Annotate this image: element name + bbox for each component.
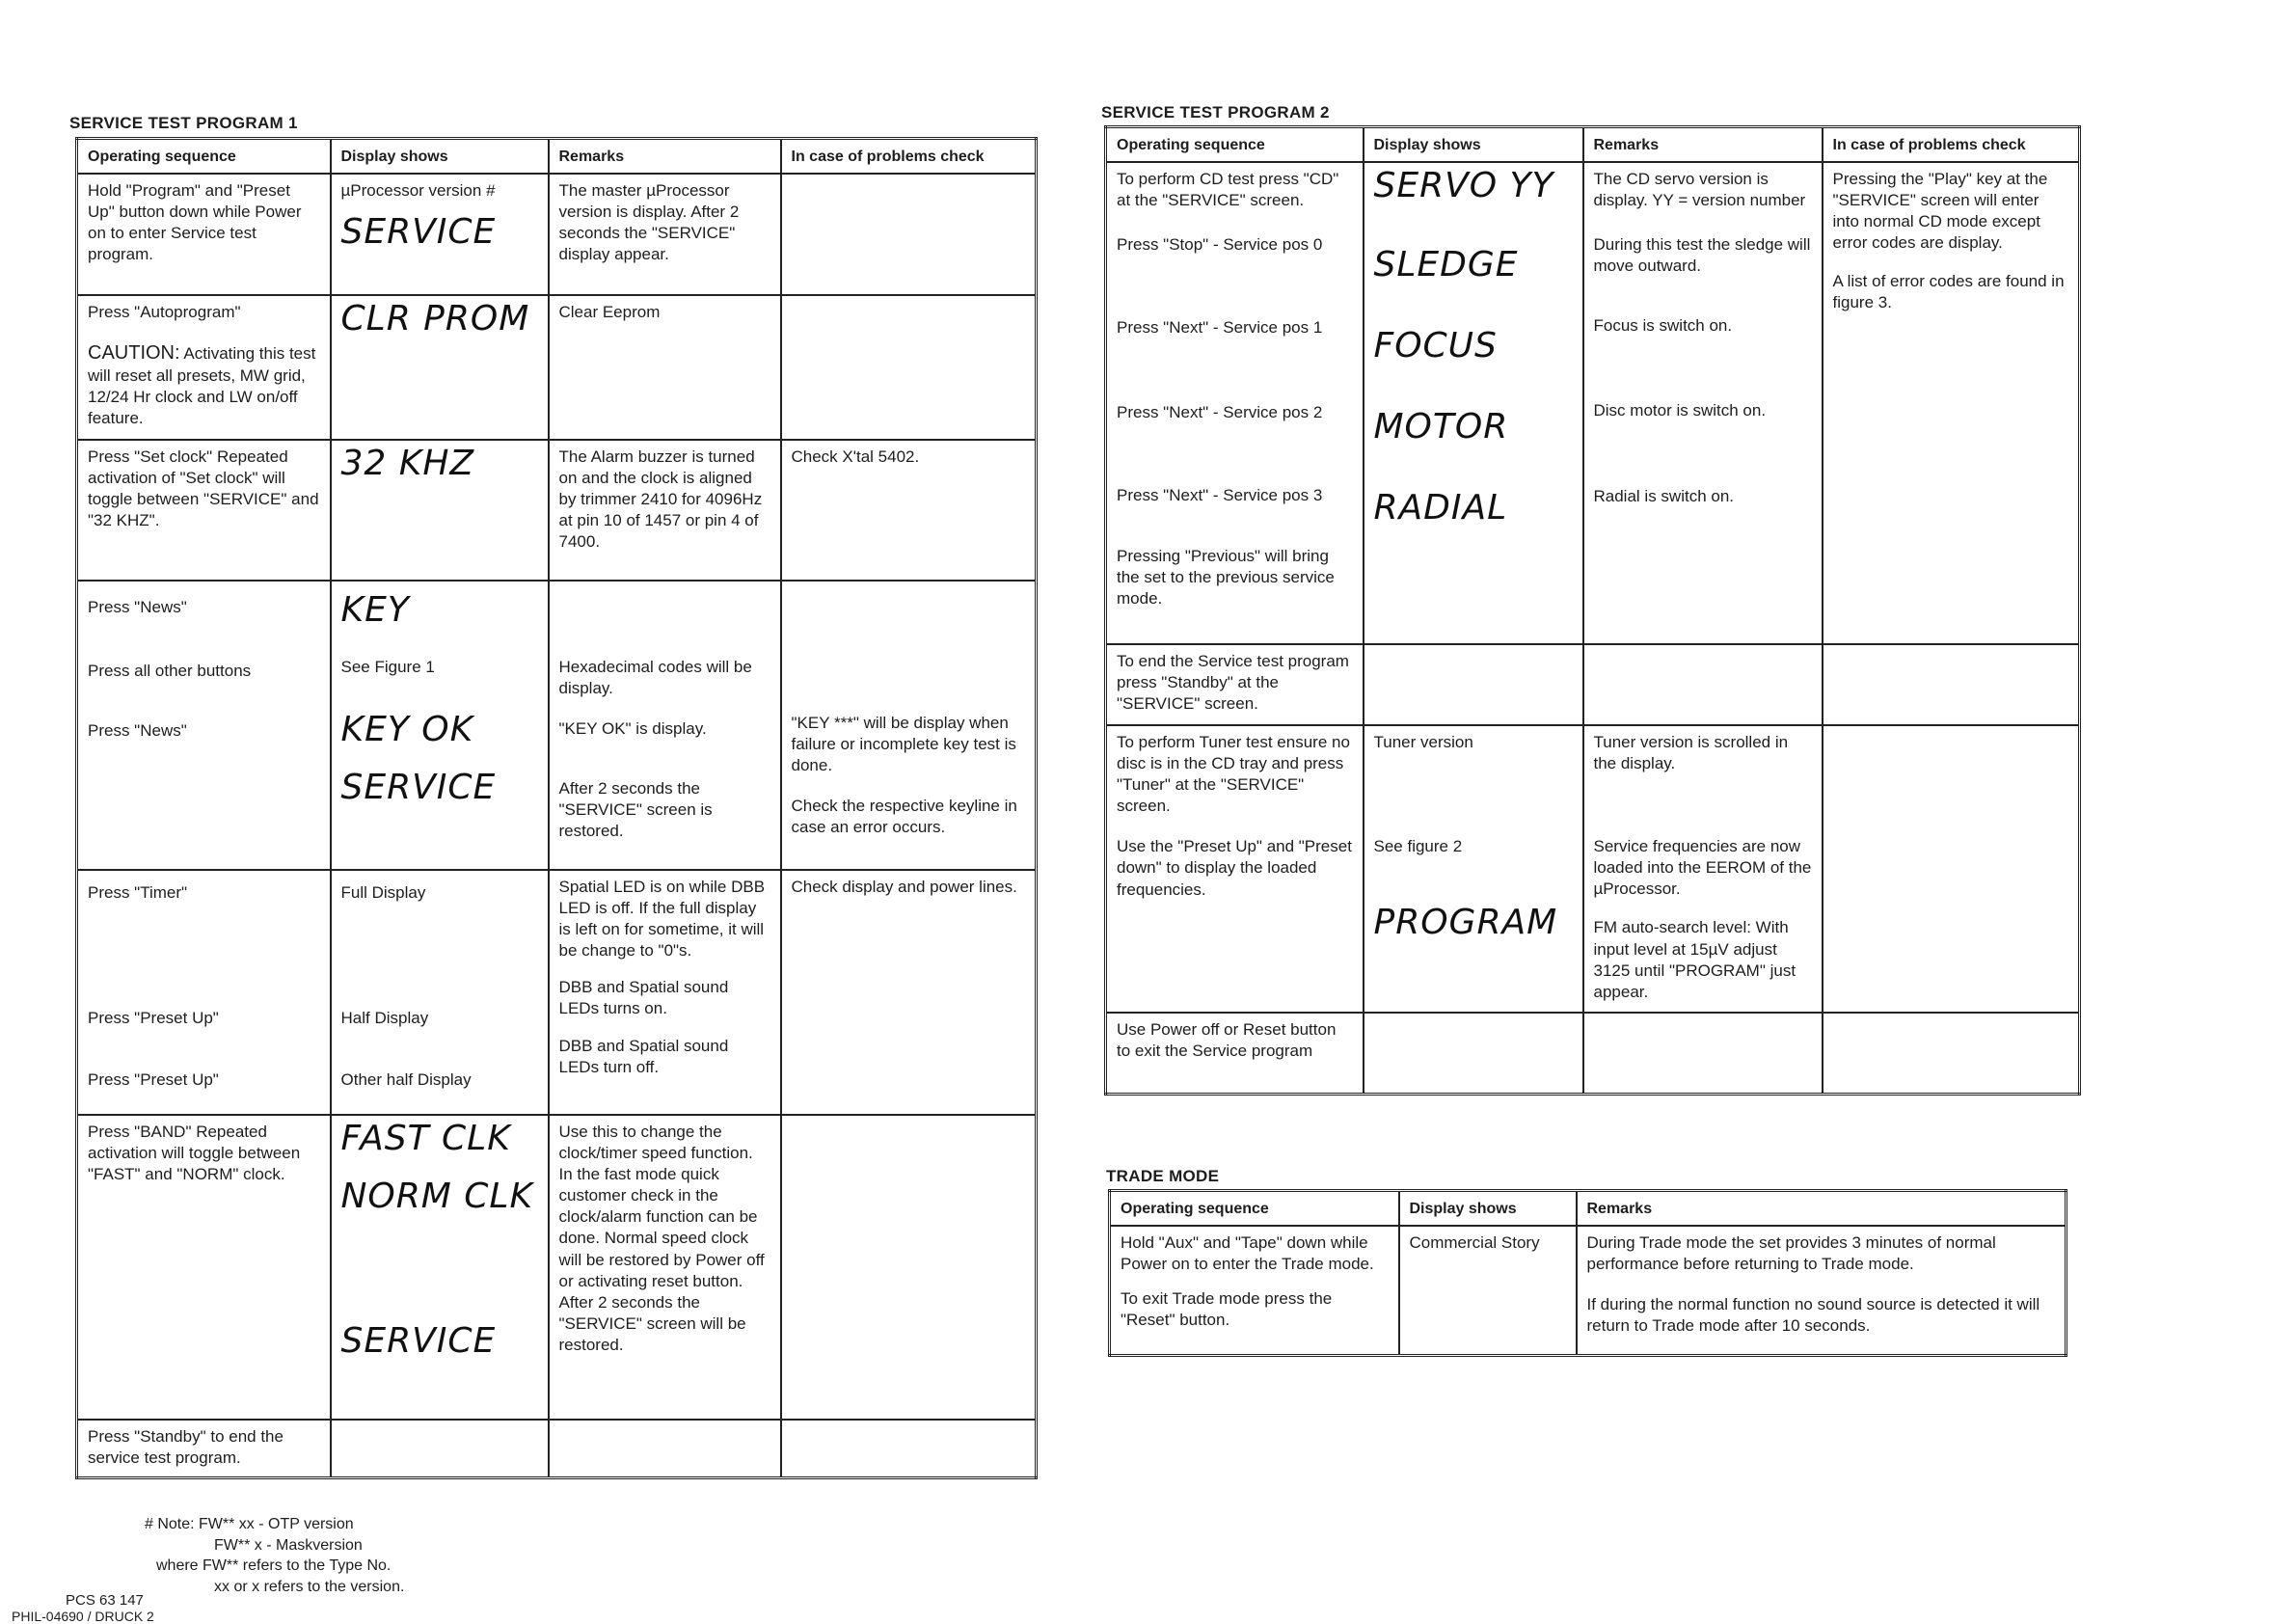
op-text: Press "Preset Up"	[88, 1009, 219, 1028]
op-text: Pressing "Previous" will bring the set to the previous service mode.	[1117, 546, 1335, 608]
remarks-text: DBB and Spatial sound LEDs turn off.	[558, 1036, 729, 1076]
op-text: Press "Autoprogram"	[88, 303, 241, 321]
remarks-cell	[1583, 162, 1823, 644]
display-text: Full Display	[340, 883, 426, 902]
col-header-display: Display shows	[1364, 127, 1583, 163]
op-text: To perform CD test press "CD" at the "SERVICE" screen.	[1117, 170, 1339, 210]
check-text: Check the respective keyline in case an error occurs.	[791, 797, 1017, 837]
footer-line: PHIL-04690 / DRUCK 2	[12, 1608, 154, 1624]
display-text: See Figure 1	[340, 658, 435, 676]
display-text: Half Display	[340, 1009, 429, 1028]
op-cell: Press "BAND" Repeated activation will toggle between "FAST" and "NORM" clock.	[77, 1115, 331, 1420]
op-text: Press "Next" - Service pos 1	[1117, 318, 1323, 338]
col-header-operating: Operating sequence	[1106, 127, 1364, 163]
remarks-text: Hexadecimal codes will be display.	[558, 658, 752, 698]
remarks-cell	[549, 1420, 781, 1477]
display-text: Other half Display	[340, 1070, 472, 1090]
display-cell: Commercial Story	[1399, 1226, 1577, 1355]
display-cell	[1364, 725, 1583, 1013]
lcd-display: RADIAL	[1373, 488, 1508, 528]
version-note	[145, 1514, 404, 1597]
col-header-remarks: Remarks	[1577, 1191, 2066, 1227]
table-row	[77, 581, 1037, 870]
lcd-display: FOCUS	[1373, 326, 1498, 365]
op-text: Press "Preset Up"	[88, 1070, 219, 1090]
display-cell	[331, 174, 549, 295]
op-cell	[1106, 162, 1364, 644]
remarks-cell	[1583, 725, 1823, 1013]
program1-title: SERVICE TEST PROGRAM 1	[69, 114, 298, 132]
remarks-cell	[1577, 1226, 2066, 1355]
remarks-text: During Trade mode the set provides 3 minutes of normal performance before returning to Trade mode.	[1586, 1233, 1996, 1274]
table-header-row	[1106, 127, 2080, 163]
table-row	[1106, 644, 2080, 725]
program1-table	[75, 137, 1038, 1479]
remarks-cell	[549, 870, 781, 1115]
lcd-display: KEY	[340, 590, 410, 630]
col-header-operating: Operating sequence	[77, 139, 331, 175]
table-row	[1106, 725, 2080, 1013]
op-text: Press "Next" - Service pos 3	[1117, 486, 1323, 505]
table-row	[1110, 1226, 2066, 1355]
op-text: Hold "Aux" and "Tape" down while Power on to enter the Trade mode.	[1121, 1233, 1374, 1274]
note-line: FW** x - Maskversion	[214, 1536, 363, 1554]
check-cell	[781, 1115, 1037, 1420]
remarks-cell	[1583, 644, 1823, 725]
table-row	[77, 1115, 1037, 1420]
check-cell	[1823, 725, 2080, 1013]
op-cell	[77, 870, 331, 1115]
display-text: µProcessor version #	[340, 181, 496, 200]
table-header-row	[77, 139, 1037, 175]
table-row	[77, 174, 1037, 295]
remarks-text: "KEY OK" is display.	[558, 719, 707, 739]
trade-table	[1108, 1189, 2067, 1357]
check-cell: Check X'tal 5402.	[781, 440, 1037, 581]
op-cell: Use Power off or Reset button to exit the Service program	[1106, 1013, 1364, 1094]
note-line: # Note: FW** xx - OTP version	[145, 1516, 354, 1532]
op-cell	[77, 295, 331, 440]
remarks-text: FM auto-search level: With input level at 15µV adjust 3125 until "PROGRAM" just appear.	[1593, 918, 1796, 1001]
lcd-display: SERVO YY	[1373, 166, 1554, 205]
program2-title: SERVICE TEST PROGRAM 2	[1101, 103, 1330, 122]
lcd-display: FAST CLK	[340, 1119, 511, 1158]
display-text: See figure 2	[1373, 837, 1463, 856]
table-row	[1106, 1013, 2080, 1094]
lcd-display: PROGRAM	[1373, 903, 1558, 943]
remarks-text: Radial is switch on.	[1593, 486, 1735, 505]
lcd-display: 32 KHZ	[340, 444, 475, 483]
check-cell: Check display and power lines.	[781, 870, 1037, 1115]
op-cell: Press "Set clock" Repeated activation of "Set clock" will toggle between "SERVICE" and "32 KHZ".	[77, 440, 331, 581]
check-text: "KEY ***" will be display when failure or incomplete key test is done.	[791, 714, 1016, 775]
display-cell	[331, 1115, 549, 1420]
check-cell	[1823, 644, 2080, 725]
check-cell	[781, 1420, 1037, 1477]
remarks-cell	[1583, 1013, 1823, 1094]
check-cell	[781, 581, 1037, 870]
display-text: Tuner version	[1373, 733, 1473, 751]
lcd-display: NORM CLK	[340, 1177, 534, 1216]
lcd-display: SERVICE	[340, 212, 497, 253]
remarks-cell: The master µProcessor version is display. After 2 seconds the "SERVICE" display appear.	[549, 174, 781, 295]
lcd-display: MOTOR	[1373, 407, 1509, 447]
op-text: To perform Tuner test ensure no disc is in the CD tray and press "Tuner" at the "SERVICE" screen.	[1117, 733, 1350, 816]
op-text: Press "Next" - Service pos 2	[1117, 403, 1323, 422]
check-cell	[781, 174, 1037, 295]
remarks-cell: Use this to change the clock/timer speed function. In the fast mode quick customer check in the clock/alarm function can be done. Normal speed clock will be restored by Power off or activating reset button. After 2 seconds the "SERVICE" screen will be restored.	[549, 1115, 781, 1420]
lcd-display: CLR PROM	[340, 299, 530, 338]
remarks-cell: Clear Eeprom	[549, 295, 781, 440]
document-footer	[12, 1592, 154, 1624]
lcd-display: SLEDGE	[1373, 245, 1519, 284]
lcd-display: KEY OK	[340, 710, 474, 750]
remarks-text: Spatial LED is on while DBB LED is off. If the full display is left on for sometime, it will be change to "0"s.	[558, 878, 766, 961]
col-header-remarks: Remarks	[1583, 127, 1823, 163]
program2-table	[1104, 125, 2081, 1096]
remarks-text: Focus is switch on.	[1593, 316, 1733, 336]
op-text: Press "Stop" - Service pos 0	[1117, 235, 1323, 255]
col-header-display: Display shows	[1399, 1191, 1577, 1227]
remarks-text: After 2 seconds the "SERVICE" screen is restored.	[558, 779, 713, 841]
caution-label: CAUTION:	[88, 342, 180, 365]
op-cell	[1106, 725, 1364, 1013]
trade-title: TRADE MODE	[1106, 1167, 1220, 1185]
col-header-check: In case of problems check	[1823, 127, 2080, 163]
remarks-text: The CD servo version is display. YY = version number	[1593, 170, 1806, 210]
op-text: To exit Trade mode press the "Reset" button.	[1121, 1289, 1333, 1330]
op-text: Press "Timer"	[88, 883, 188, 902]
col-header-check: In case of problems check	[781, 139, 1037, 175]
table-header-row	[1110, 1191, 2066, 1227]
display-cell	[1364, 644, 1583, 725]
note-line: where FW** refers to the Type No.	[156, 1557, 392, 1575]
check-text: Pressing the "Play" key at the "SERVICE" screen will enter into normal CD mode except error codes are display.	[1832, 170, 2048, 253]
table-row	[77, 440, 1037, 581]
remarks-cell: The Alarm buzzer is turned on and the clock is aligned by trimmer 2410 for 4096Hz at pin 10 of 1457 or pin 4 of 7400.	[549, 440, 781, 581]
remarks-text: Tuner version is scrolled in the display.	[1593, 733, 1789, 773]
check-cell	[781, 295, 1037, 440]
display-cell	[331, 581, 549, 870]
col-header-remarks: Remarks	[549, 139, 781, 175]
check-text: A list of error codes are found in figure 3.	[1832, 272, 2065, 312]
op-text: Press all other buttons	[88, 662, 252, 681]
display-cell	[331, 1420, 549, 1477]
caution-body: Activating this test will reset all presets, MW grid, 12/24 Hr clock and LW on/off feature.	[88, 344, 316, 428]
col-header-operating: Operating sequence	[1110, 1191, 1399, 1227]
remarks-text: Service frequencies are now loaded into the EEROM of the µProcessor.	[1593, 837, 1812, 899]
remarks-text: Disc motor is switch on.	[1593, 401, 1767, 420]
op-cell: To end the Service test program press "Standby" at the "SERVICE" screen.	[1106, 644, 1364, 725]
display-cell	[331, 870, 549, 1115]
op-cell: Press "Standby" to end the service test program.	[77, 1420, 331, 1477]
op-text: Press "News"	[88, 721, 187, 741]
op-text: Press "News"	[88, 598, 187, 616]
lcd-display: SERVICE	[340, 1321, 497, 1361]
col-header-display: Display shows	[331, 139, 549, 175]
remarks-text: If during the normal function no sound source is detected it will return to Trade mode after 10 seconds.	[1586, 1295, 2040, 1336]
table-row	[77, 870, 1037, 1115]
op-text: Use the "Preset Up" and "Preset down" to display the loaded frequencies.	[1117, 837, 1352, 899]
remarks-text: During this test the sledge will move outward.	[1593, 235, 1811, 276]
remarks-cell	[549, 581, 781, 870]
op-cell: Hold "Program" and "Preset Up" button down while Power on to enter Service test program.	[77, 174, 331, 295]
check-cell	[1823, 1013, 2080, 1094]
display-cell	[331, 440, 549, 581]
check-cell	[1823, 162, 2080, 644]
footer-line: PCS 63 147	[66, 1592, 144, 1609]
table-row	[1106, 162, 2080, 644]
op-cell	[77, 581, 331, 870]
display-cell	[331, 295, 549, 440]
note-line: xx or x refers to the version.	[214, 1578, 405, 1595]
caution-text	[88, 340, 320, 429]
op-cell	[1110, 1226, 1399, 1355]
display-cell	[1364, 1013, 1583, 1094]
table-row	[77, 295, 1037, 440]
table-row	[77, 1420, 1037, 1477]
display-cell	[1364, 162, 1583, 644]
lcd-display: SERVICE	[340, 768, 497, 808]
remarks-text: DBB and Spatial sound LEDs turns on.	[558, 978, 729, 1018]
